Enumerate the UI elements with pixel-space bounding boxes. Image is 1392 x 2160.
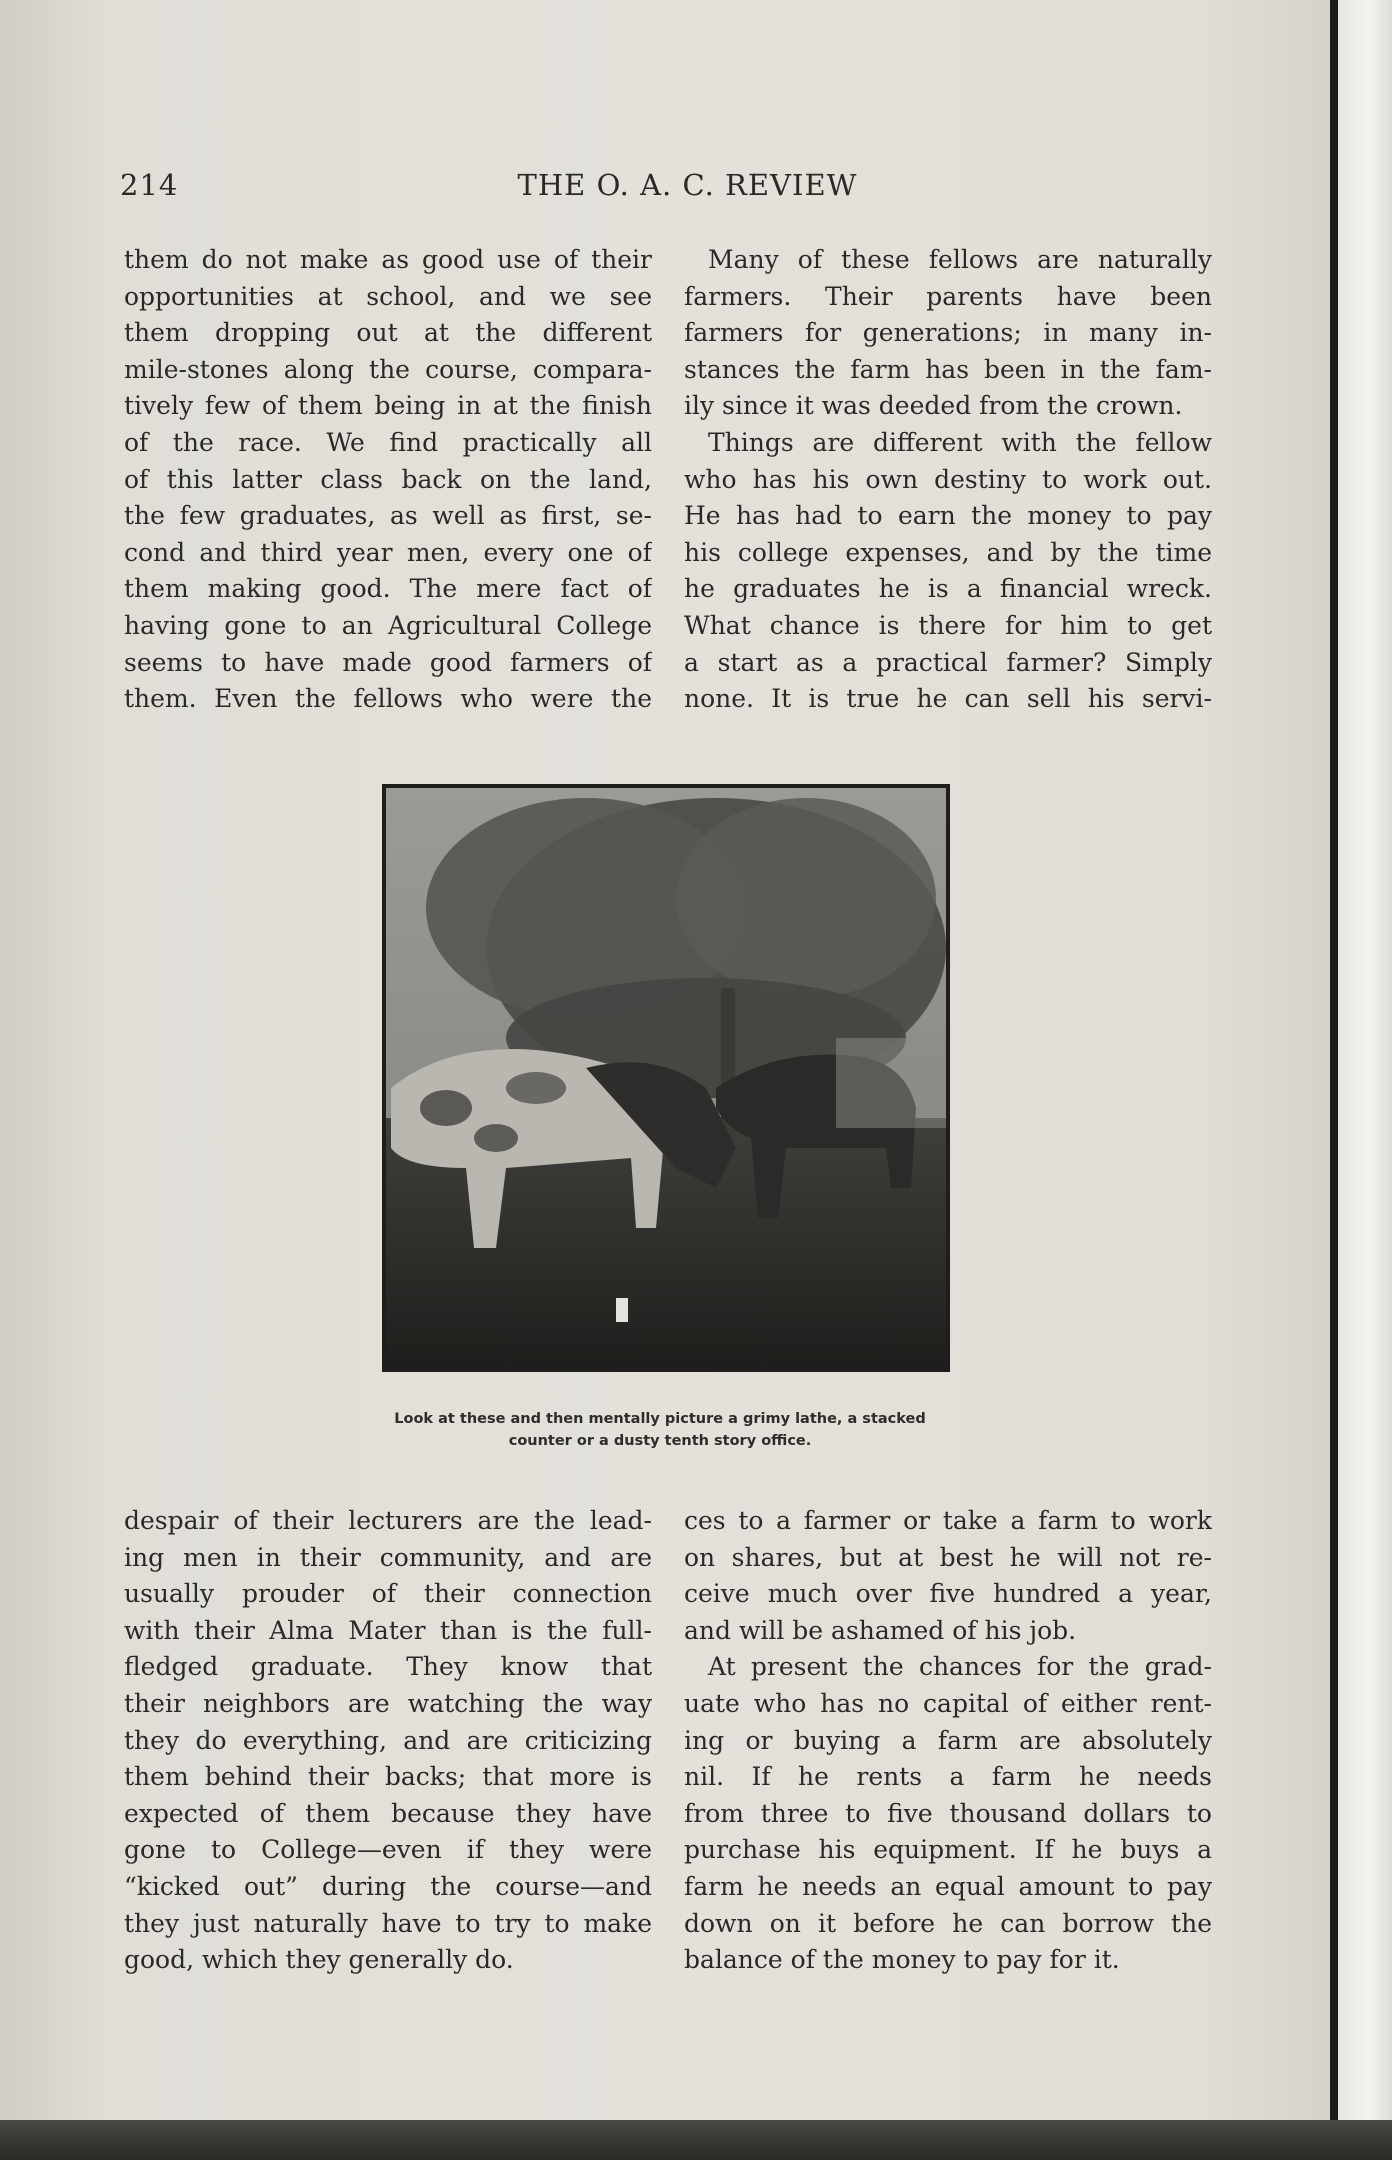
text-line: them. Even the fellows who were the <box>124 684 652 714</box>
text-line: gone to College—even if they were <box>124 1835 652 1865</box>
text-line: ily since it was deeded from the crown. <box>684 391 1183 421</box>
text-line: ces to a farmer or take a farm to work <box>684 1506 1212 1535</box>
text-line: having gone to an Agricultural College <box>124 610 652 640</box>
text-line: ing or buying a farm are absolutely <box>684 1725 1212 1755</box>
text-line: them making good. The mere fact of <box>124 574 652 604</box>
text-line: ceive much over five hundred a year, <box>684 1579 1212 1609</box>
text-line: uate who has no capital of either rent- <box>684 1688 1212 1718</box>
text-line: a start as a practical farmer? Simply <box>684 647 1212 677</box>
column-bottom-left <box>124 1503 652 1979</box>
text-line: farmers for generations; in many in- <box>684 318 1212 348</box>
text-line: Many of these fellows are naturally <box>708 245 1212 274</box>
text-line: down on it before he can borrow the <box>684 1908 1212 1938</box>
running-title: THE O. A. C. REVIEW <box>517 168 858 202</box>
text-line: stances the farm has been in the fam- <box>684 354 1212 384</box>
text-line: of the race. We find practically all <box>124 427 652 457</box>
text-line: expected of them because they have <box>124 1798 652 1828</box>
text-line: What chance is there for him to get <box>684 610 1212 640</box>
text-line: balance of the money to pay for it. <box>684 1945 1120 1975</box>
text-line: them behind their backs; that more is <box>124 1762 652 1792</box>
text-line: the few graduates, as well as first, se- <box>124 501 652 531</box>
text-line: farmers. Their parents have been <box>684 281 1212 311</box>
text-line: He has had to earn the money to pay <box>684 501 1212 531</box>
text-line: despair of their lecturers are the lead- <box>124 1506 652 1535</box>
text-line: mile-stones along the course, compara- <box>124 354 652 384</box>
text-line: he graduates he is a financial wreck. <box>684 574 1212 604</box>
binding-shadow <box>1330 0 1338 2160</box>
text-line: fledged graduate. They know that <box>124 1652 652 1682</box>
text-line: and will be ashamed of his job. <box>684 1615 1077 1645</box>
bottom-edge <box>0 2120 1392 2160</box>
column-top-right <box>684 242 1212 718</box>
cattle-photo <box>386 788 946 1368</box>
caption-line-1: Look at these and then mentally picture a grimy lathe, a stacked <box>394 1411 926 1427</box>
text-line: none. It is true he can sell his servi- <box>684 684 1212 714</box>
text-line: At present the chances for the grad- <box>708 1652 1212 1682</box>
text-line: of this latter class back on the land, <box>124 464 652 494</box>
text-line: opportunities at school, and we see <box>124 281 652 311</box>
text-line: nil. If he rents a farm he needs <box>684 1762 1212 1792</box>
text-line: their neighbors are watching the way <box>124 1688 652 1718</box>
text-line: tively few of them being in at the finish <box>124 391 652 421</box>
figure-photo <box>382 784 950 1372</box>
text-line: farm he needs an equal amount to pay <box>684 1871 1212 1901</box>
binding-margin <box>1338 0 1392 2160</box>
text-line: who has his own destiny to work out. <box>684 464 1212 494</box>
text-line: on shares, but at best he will not re- <box>684 1542 1212 1572</box>
text-line: seems to have made good farmers of <box>124 647 652 677</box>
caption-line-2: counter or a dusty tenth story office. <box>508 1433 812 1449</box>
text-line: “kicked out” during the course—and <box>124 1871 652 1901</box>
figure-caption <box>250 1408 1070 1452</box>
text-line: with their Alma Mater than is the full- <box>124 1615 652 1645</box>
text-line: they just naturally have to try to make <box>124 1908 652 1938</box>
text-line: his college expenses, and by the time <box>684 537 1212 567</box>
text-line: ing men in their community, and are <box>124 1542 652 1572</box>
text-line: purchase his equipment. If he buys a <box>684 1835 1212 1865</box>
text-line: Things are different with the fellow <box>708 427 1212 457</box>
text-line: they do everything, and are criticizing <box>124 1725 652 1755</box>
column-bottom-right <box>684 1503 1212 1979</box>
text-line: cond and third year men, every one of <box>124 537 652 567</box>
page-header <box>120 168 1195 208</box>
page-number: 214 <box>120 168 179 202</box>
text-line: them do not make as good use of their <box>124 245 652 274</box>
text-line: them dropping out at the different <box>124 318 652 348</box>
text-line: usually prouder of their connection <box>124 1579 652 1609</box>
text-line: good, which they generally do. <box>124 1945 514 1975</box>
column-top-left <box>124 242 652 718</box>
text-line: from three to five thousand dollars to <box>684 1798 1212 1828</box>
